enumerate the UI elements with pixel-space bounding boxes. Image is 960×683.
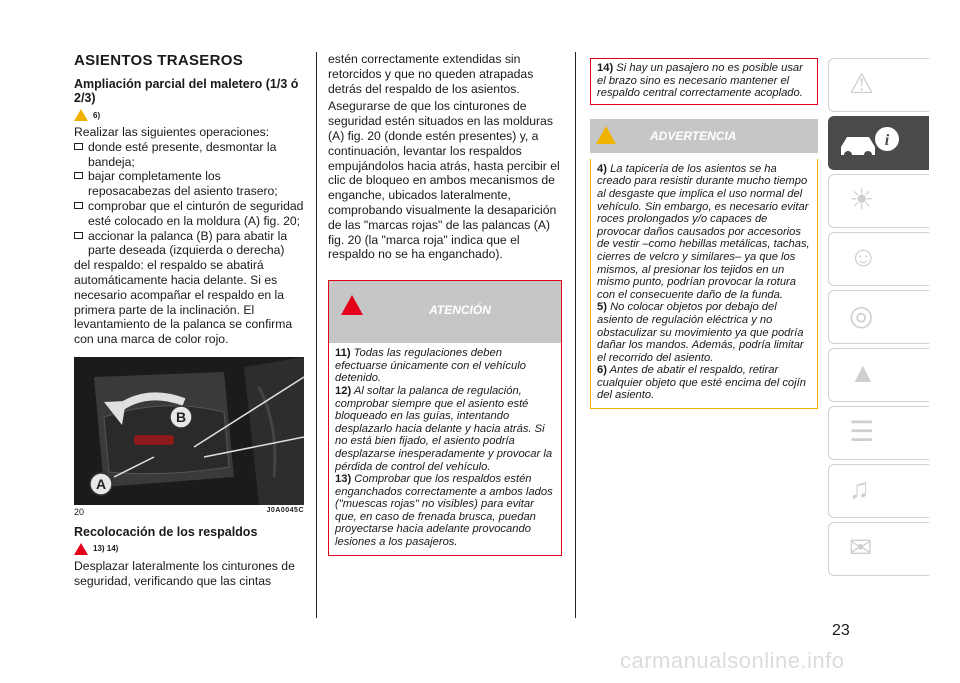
section-title: ASIENTOS TRASEROS (74, 52, 244, 69)
figure-code: J0A0045C (266, 506, 304, 514)
tab-driving[interactable] (828, 290, 929, 344)
note: 11) Todas las regulaciones deben efectuarse únicamente con el vehículo detenido. (335, 347, 526, 385)
column-divider (575, 52, 576, 618)
note: 4) La tapicería de los asientos se ha creado para resistir durante mucho tiempo al desgaste que implica el uso normal del vehículo. Sin embargo, es necesario evitar roces prolongados y/o capaces de provocar daños causados por accesorios de vestir –como hebillas metálicas, tachas, cierres de velcro y similares– ya que los mismos, al presionar los tejidos en un mismo punto, podrían provocar la rotura con el consecuente daño de la funda. (597, 162, 810, 301)
body-paragraph: del respaldo: el respaldo se abatirá automáticamente hacia delante. Si es necesario acompañar el respaldo en la primera parte de la inclinación. El levantamiento de la palanca se confirma con una marca de color rojo. (74, 258, 293, 347)
body-paragraph-2: Desplazar lateralmente los cinturones de seguridad, verificando que las cintas (74, 558, 295, 588)
tab-dashboard[interactable] (828, 174, 929, 228)
list-item: donde esté presente, desmontar la bandeja; (74, 140, 304, 170)
subsection-title: Ampliación parcial del maletero (1/3 ó 2/3) (74, 77, 299, 105)
car-warning-icon (596, 126, 616, 144)
maintenance-list-icon: ☰ (849, 416, 875, 447)
note: 5) No colocar objetos por debajo del asiento de regulación eléctrica y no obstaculizar su movimiento ya que podría dañar los mandos. Además, podría limitar el recorrido del asiento. (597, 301, 804, 364)
multimedia-icon: ♫ (849, 473, 870, 504)
subsection-title-2: Recolocación de los respaldos (74, 524, 258, 539)
tab-multimedia[interactable] (828, 464, 929, 518)
figure-20 (74, 357, 304, 505)
airbag-person-icon: ☺ (849, 241, 878, 272)
rear-seat-illustration (74, 357, 304, 505)
figure-caption (74, 507, 304, 517)
list-item: accionar la palanca (B) para abatir la parte deseada (izquierda o derecha) (74, 229, 304, 259)
bullet-icon (74, 143, 83, 150)
advertencia-header (590, 119, 818, 153)
column-divider (316, 52, 317, 618)
tab-car-info[interactable] (828, 116, 929, 170)
bullet-icon (74, 172, 83, 179)
attention-header (329, 281, 561, 343)
column-1 (74, 52, 304, 589)
dashboard-lights-icon: ☀ (849, 184, 875, 215)
note: 12) Al soltar la palanca de regulación, comprobar siempre que el asiento esté bloqueado en las guías, intentando desplazarlo hacia delante y hacia atrás. Si no está bien fijado, el asiento podría desplazarse inesperadamente y provocar la pérdida de control del vehículo. (335, 384, 553, 473)
label-a: A (95, 475, 107, 492)
advertencia-box (590, 159, 818, 409)
tab-car-warning[interactable] (828, 58, 929, 112)
car-warning-icon (74, 109, 88, 121)
column-3 (590, 58, 818, 409)
tab-index[interactable] (828, 522, 929, 576)
alphabetical-index-icon: ✉ (849, 532, 873, 563)
intro-text: Realizar las siguientes operaciones: (74, 125, 270, 139)
advertencia-title: ADVERTENCIA (650, 128, 737, 143)
car-breakdown-icon: ▲ (849, 357, 877, 388)
bullet-icon (74, 202, 83, 209)
attention-body (329, 343, 561, 555)
tab-emergency[interactable] (828, 348, 929, 402)
continued-note-box (590, 58, 818, 105)
note: 6) Antes de abatir el respaldo, retirar cualquier objeto que esté encima del cojín del asiento. (597, 364, 806, 402)
column-2 (328, 52, 562, 556)
car-warning-icon: ⚠ (849, 68, 875, 99)
steering-wheel-icon: ◎ (849, 300, 874, 331)
figure-number: 20 (74, 506, 85, 517)
watermark: carmanualsonline.info (620, 648, 845, 673)
warning-reference-2: 13) 14) (74, 543, 304, 555)
label-b: B (175, 408, 187, 425)
warning-reference: 6) (74, 109, 304, 121)
svg-text:i: i (884, 132, 890, 149)
list-item: bajar completamente los reposacabezas del asiento trasero; (74, 169, 304, 199)
bullet-icon (74, 232, 83, 239)
note: 13) Comprobar que los respaldos estén enganchados correctamente a ambos lados ("muescas rojas" no visibles) para evitar que, en caso de frenada brusca, puedan proyectarse hacia adelante provocando lesiones a los pasajeros. (335, 473, 553, 549)
note: 14) Si hay un pasajero no es posible usar el brazo sino es necesario mantener el respaldo central correctamente acoplado. (597, 62, 803, 100)
car-info-icon (829, 117, 929, 169)
advertencia-body (591, 159, 817, 408)
tab-maintenance[interactable] (828, 406, 929, 460)
attention-box (328, 280, 562, 556)
warning-icon (74, 543, 88, 555)
body-paragraph: Asegurarse de que los cinturones de seguridad estén situados en las molduras (A) fig. 20 (donde estén presentes) y, a continuación, levantar los respaldos empujándolos hacia atrás, hasta percibir el clic de bloqueo en ambos mecanismos de enganche, ubicados lateralmente, comprobando visualmente la desaparición de las "marcas rojas" de las palancas (A) fig. 20 (la "marca roja" indica que el respaldo no se ha enganchado). (328, 99, 560, 262)
attention-title: ATENCIÓN (429, 303, 491, 318)
list-item: comprobar que el cinturón de seguridad esté colocado en la moldura (A) fig. 20; (74, 199, 304, 229)
body-paragraph: estén correctamente extendidas sin retorcidos y que no queden atrapadas detrás del respaldo de los asientos. (328, 52, 534, 96)
page-number: 23 (832, 622, 850, 639)
tab-safety[interactable] (828, 232, 929, 286)
